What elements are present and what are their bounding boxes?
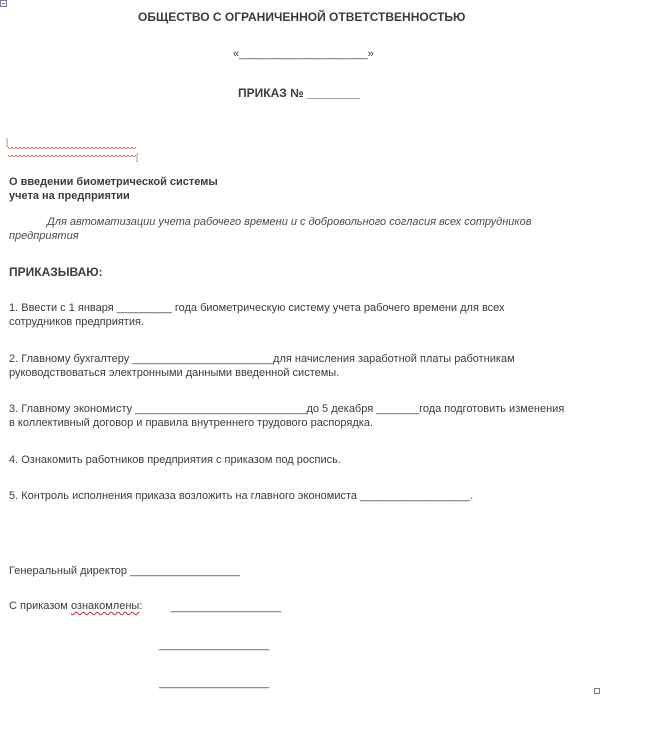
order-item-3-line-1: 3. Главному экономисту ____________________________до 5 декабря _______года подготовить изменения [9, 403, 565, 415]
order-item-2-line-1: 2. Главному бухгалтеру _______________________для начисления заработной платы работникам [9, 353, 515, 365]
subject-line-1: О введении биометрической системы [9, 176, 218, 188]
director-signature-label [9, 565, 240, 577]
order-word: ПРИКАЗЫВАЮ: [9, 265, 103, 279]
order-item-1-line-1: 1. Ввести с 1 января _________ года биометрическую систему учета рабочего времени для всех [9, 302, 505, 314]
organization-title: ОБЩЕСТВО С ОГРАНИЧЕННОЙ ОТВЕТСТВЕННОСТЬЮ [138, 10, 466, 24]
field-marker-left: [ [6, 137, 9, 147]
order-item-3-line-2: в коллективный договор и правила внутреннего трудового распорядка. [9, 417, 374, 429]
director-label: Генеральный директор [9, 565, 127, 577]
order-title: ПРИКАЗ № ________ [238, 86, 361, 100]
order-item-1-line-2: сотрудников предприятия. [9, 316, 144, 328]
director-signature-blank: __________________ [130, 565, 241, 577]
basis-line-2: предприятия [9, 230, 79, 242]
order-item-4: 4. Ознакомить работников предприятия с приказом под роспись. [9, 454, 341, 466]
spell-underline-1 [8, 147, 136, 150]
end-of-document-marker [594, 688, 600, 694]
field-marker-right: [ [136, 152, 139, 162]
acquainted-signature-blank-1: __________________ [171, 601, 282, 613]
organization-name-blank: «_____________________» [233, 48, 374, 60]
acquainted-signature-blank-3: __________________ [159, 677, 270, 689]
acquainted-label-prefix: С приказом [9, 600, 71, 612]
document-anchor-icon [0, 0, 7, 7]
order-item-2-line-2: руководствоваться электронными данными введенной системы. [9, 367, 340, 379]
acquainted-label-word: ознакомлены [70, 600, 140, 612]
order-item-5: 5. Контроль исполнения приказа возложить на главного экономиста __________________. [9, 490, 474, 502]
acquainted-label [9, 600, 142, 612]
basis-line-1: Для автоматизации учета рабочего времени и с добровольного согласия всех сотрудников [47, 216, 532, 228]
acquainted-signature-blank-2: __________________ [159, 639, 270, 651]
subject-line-2: учета на предприятии [9, 190, 130, 202]
spell-underline-2 [8, 155, 136, 158]
acquainted-label-colon: : [139, 600, 143, 612]
